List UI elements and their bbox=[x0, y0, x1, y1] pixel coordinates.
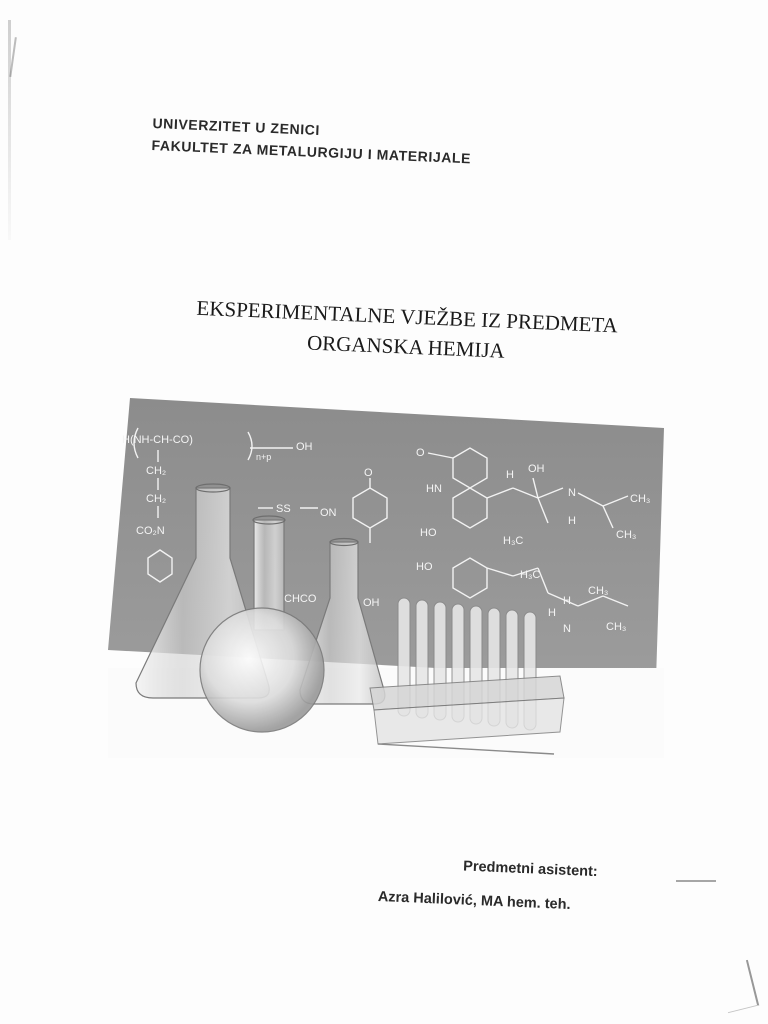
formula-n-b: N bbox=[563, 623, 571, 635]
formula-ho-b: HO bbox=[416, 561, 433, 573]
assistant-name: Azra Halilović, MA hem. teh. bbox=[377, 888, 571, 914]
cover-illustration bbox=[108, 398, 664, 758]
formula-h3c-a: H₃C bbox=[503, 535, 524, 547]
assistant-role: Predmetni asistent: bbox=[462, 858, 599, 881]
formula-oh: OH bbox=[296, 441, 313, 453]
formula-h-b: H bbox=[568, 515, 576, 527]
scan-mark bbox=[9, 37, 30, 79]
formula-main: H(NH-CH-CO) bbox=[122, 434, 193, 446]
faculty-name: FAKULTET ZA METALURGIJU I MATERIJALE bbox=[151, 136, 472, 167]
title-line-1: EKSPERIMENTALNE VJEŽBE IZ PREDMETA bbox=[196, 295, 619, 338]
assistant-block bbox=[377, 846, 598, 923]
institution-header bbox=[151, 112, 472, 169]
formula-o-ring: O bbox=[364, 467, 373, 479]
formula-oh-right: OH bbox=[528, 463, 545, 475]
formula-n-a: N bbox=[568, 487, 576, 499]
formula-on: ON bbox=[320, 507, 337, 519]
scan-corner-mark bbox=[717, 960, 759, 1013]
formula-oh-mid: OH bbox=[363, 597, 380, 609]
formula-ss: SS bbox=[276, 503, 291, 515]
formula-h-c: H bbox=[563, 595, 571, 607]
formula-h3c-b: H₃C bbox=[520, 569, 541, 581]
formula-o-left: O bbox=[416, 447, 425, 459]
round-bottom-flask bbox=[200, 608, 324, 732]
formula-hn: HN bbox=[426, 483, 442, 495]
formula-subscript: n+p bbox=[256, 452, 272, 462]
chemistry-illustration bbox=[108, 398, 664, 758]
formula-ch2-a: CH₂ bbox=[146, 465, 167, 477]
scan-dash-mark bbox=[676, 880, 716, 882]
formula-ch2-b: CH₂ bbox=[146, 493, 167, 505]
formula-h-d: H bbox=[548, 607, 556, 619]
document-title bbox=[175, 292, 637, 371]
title-line-2: ORGANSKA HEMIJA bbox=[306, 330, 506, 363]
formula-ho-left: HO bbox=[420, 527, 437, 539]
formula-co2n: CO₂N bbox=[136, 525, 165, 537]
formula-ch3-a: CH₃ bbox=[630, 493, 651, 505]
formula-ch3-b: CH₃ bbox=[616, 529, 637, 541]
formula-ch3-c: CH₃ bbox=[588, 585, 609, 597]
university-name: UNIVERZITET U ZENICI bbox=[152, 114, 321, 139]
formula-h-a: H bbox=[506, 469, 514, 481]
formula-ch3-d: CH₃ bbox=[606, 621, 627, 633]
scan-edge-shadow bbox=[8, 20, 11, 240]
formula-chco: CHCO bbox=[284, 593, 317, 605]
